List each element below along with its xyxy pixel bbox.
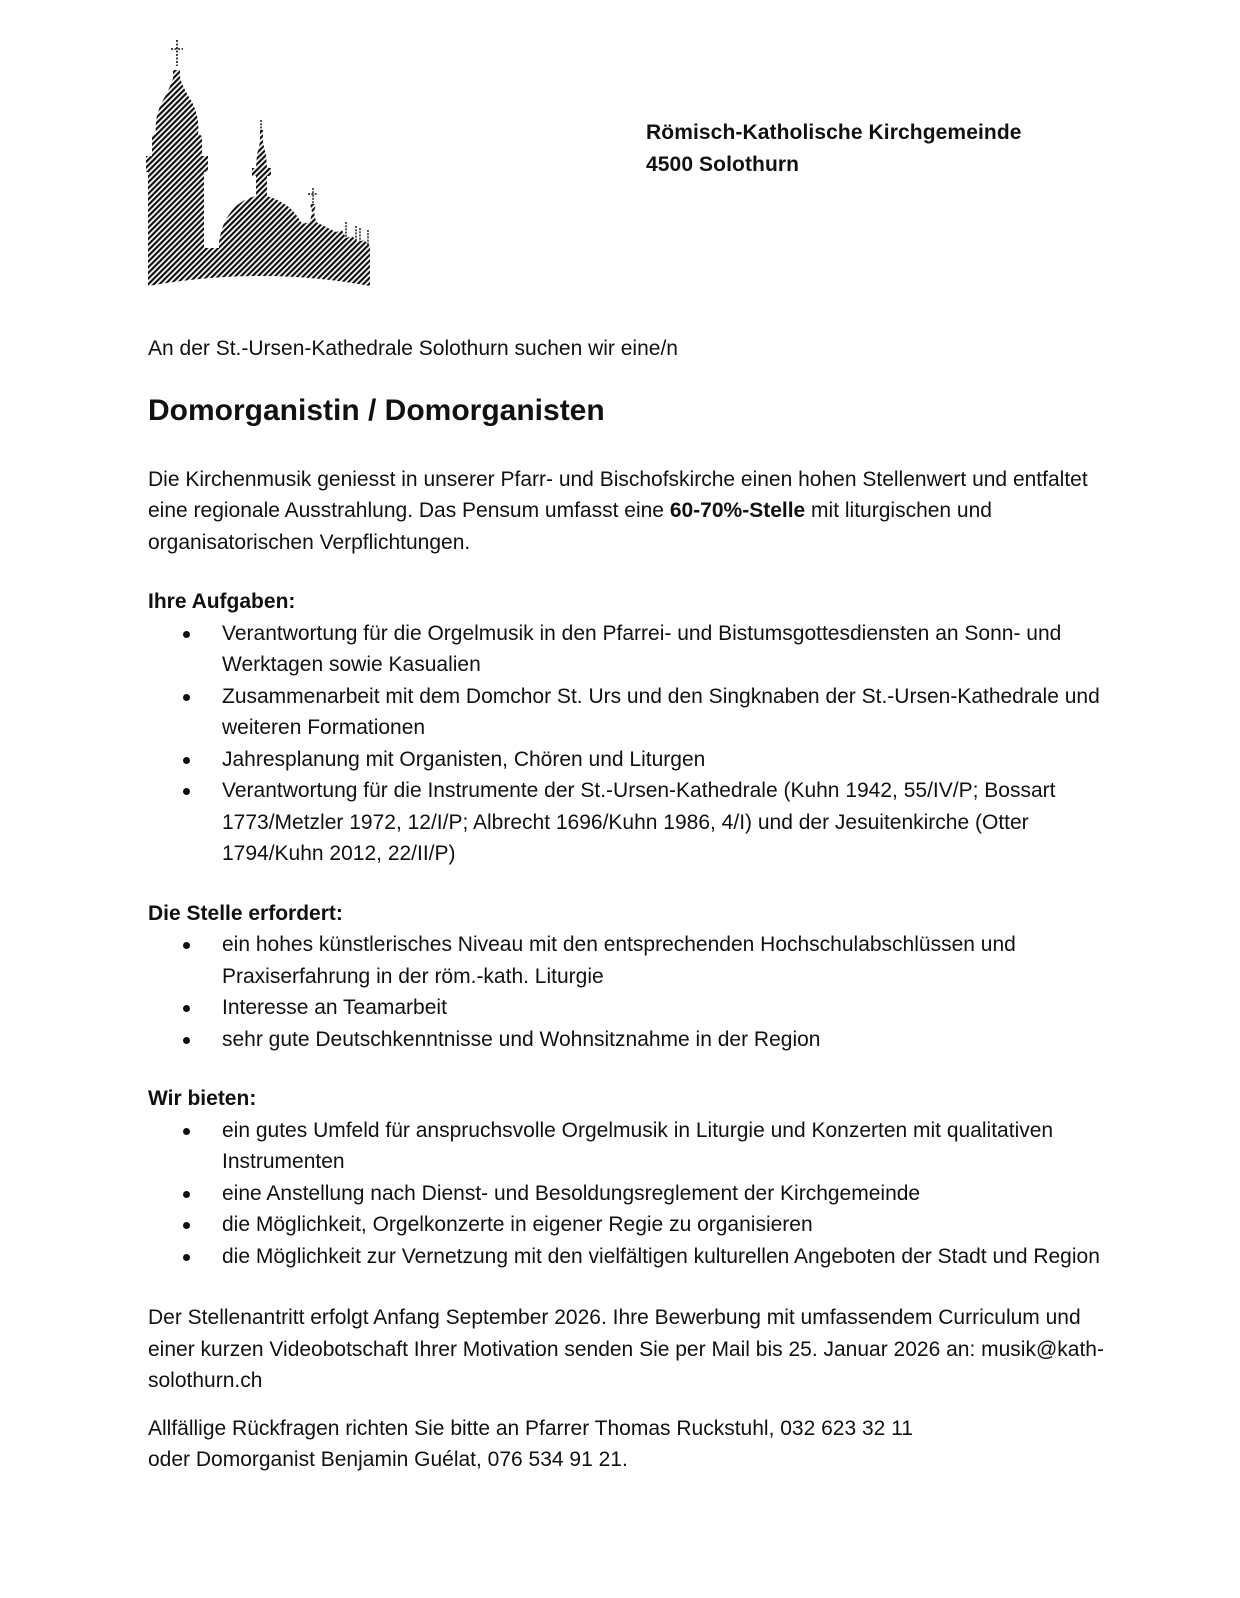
contact-line-1: Allfällige Rückfragen richten Sie bitte an Pfarrer Thomas Ruckstuhl, 032 623 32 11 bbox=[148, 1416, 913, 1440]
bullet-icon bbox=[183, 1128, 190, 1135]
job-title: Domorganistin / Domorganisten bbox=[148, 393, 605, 427]
list-item bbox=[148, 992, 1108, 1024]
organization-header bbox=[646, 117, 1022, 181]
tasks-list bbox=[148, 618, 1108, 870]
organization-city: 4500 Solothurn bbox=[646, 153, 800, 176]
list-item-text: die Möglichkeit zur Vernetzung mit den vielfältigen kulturellen Angeboten der Stadt und Region bbox=[222, 1244, 1100, 1268]
contact-info bbox=[148, 1413, 1108, 1476]
list-item bbox=[148, 744, 1108, 776]
description-part1: Die Kirchenmusik geniesst in unserer Pfarr- und Bischofskirche einen hohen Stellenwert und entfaltet eine regionale Ausstrahlung. Das Pensum umfasst eine bbox=[148, 467, 1088, 522]
description-part2: mit liturgischen und organisatorischen Verpflichtungen. bbox=[148, 499, 992, 554]
list-item bbox=[148, 929, 1108, 992]
application-info bbox=[148, 1302, 1108, 1397]
bullet-icon bbox=[183, 1191, 190, 1198]
bullet-icon bbox=[183, 757, 190, 764]
requirements-list bbox=[148, 929, 1108, 1055]
cathedral-silhouette-icon bbox=[146, 36, 376, 292]
list-item-text: Interesse an Teamarbeit bbox=[222, 996, 447, 1019]
list-item-text: ein gutes Umfeld für anspruchsvolle Orgelmusik in Liturgie und Konzerten mit qualitativen Instrumenten bbox=[222, 1118, 1054, 1173]
section-heading-tasks: Ihre Aufgaben: bbox=[148, 590, 296, 613]
list-item-text: Zusammenarbeit mit dem Domchor St. Urs und den Singknaben der St.-Ursen-Kathedrale und weiteren Formationen bbox=[222, 684, 1100, 739]
intro-text: An der St.-Ursen-Kathedrale Solothurn suchen wir eine/n bbox=[148, 337, 678, 360]
bullet-icon bbox=[183, 631, 190, 638]
list-item-text: Verantwortung für die Instrumente der St.-Ursen-Kathedrale (Kuhn 1942, 55/IV/P; Bossart 1773/Metzler 1972, 12/I/P; Albrecht 1696/Kuhn 1986, 4/I) und der Jesuitenkirche (Otter 1794/Kuhn 2012, 22/II/P) bbox=[222, 779, 1056, 865]
contact-line-2: oder Domorganist Benjamin Guélat, 076 534 91 21. bbox=[148, 1448, 628, 1471]
job-posting bbox=[148, 333, 1108, 1476]
list-item bbox=[148, 618, 1108, 681]
application-email-link[interactable]: musik@kath-solothurn.ch bbox=[148, 1337, 1104, 1392]
bullet-icon bbox=[183, 694, 190, 701]
list-item-text: Jahresplanung mit Organisten, Chören und Liturgen bbox=[222, 747, 706, 771]
section-heading-offer: Wir bieten: bbox=[148, 1087, 257, 1110]
list-item bbox=[148, 1209, 1108, 1241]
list-item bbox=[148, 1178, 1108, 1210]
cathedral-logo bbox=[146, 36, 376, 292]
list-item-text: die Möglichkeit, Orgelkonzerte in eigener Regie zu organisieren bbox=[222, 1213, 813, 1236]
offer-list bbox=[148, 1115, 1108, 1273]
list-item bbox=[148, 775, 1108, 870]
section-heading-requirements: Die Stelle erfordert: bbox=[148, 901, 343, 925]
workload-highlight: 60-70%-Stelle bbox=[669, 499, 806, 522]
list-item-text: ein hohes künstlerisches Niveau mit den entsprechenden Hochschulabschlüssen und Praxiserfahrung in der röm.-kath. Liturgie bbox=[222, 933, 1016, 988]
list-item bbox=[148, 1024, 1108, 1056]
list-item-text: Verantwortung für die Orgelmusik in den Pfarrei- und Bistumsgottesdiensten an Sonn- und Werktagen sowie Kasualien bbox=[222, 621, 1062, 676]
bullet-icon bbox=[183, 942, 190, 949]
bullet-icon bbox=[183, 1254, 190, 1261]
list-item-text: sehr gute Deutschkenntnisse und Wohnsitznahme in der Region bbox=[222, 1027, 821, 1051]
description bbox=[148, 464, 1108, 559]
bullet-icon bbox=[183, 1005, 190, 1012]
application-text: Der Stellenantritt erfolgt Anfang September 2026. Ihre Bewerbung mit umfassendem Curriculum und einer kurzen Videobotschaft Ihrer Motivation senden Sie per Mail bis 25. Januar 2026 an: bbox=[148, 1306, 1081, 1361]
bullet-icon bbox=[183, 1222, 190, 1229]
list-item bbox=[148, 1115, 1108, 1178]
list-item bbox=[148, 681, 1108, 744]
bullet-icon bbox=[183, 788, 190, 795]
list-item-text: eine Anstellung nach Dienst- und Besoldungsreglement der Kirchgemeinde bbox=[222, 1181, 921, 1205]
organization-name: Römisch-Katholische Kirchgemeinde bbox=[646, 121, 1022, 144]
bullet-icon bbox=[183, 1037, 190, 1044]
list-item bbox=[148, 1241, 1108, 1273]
